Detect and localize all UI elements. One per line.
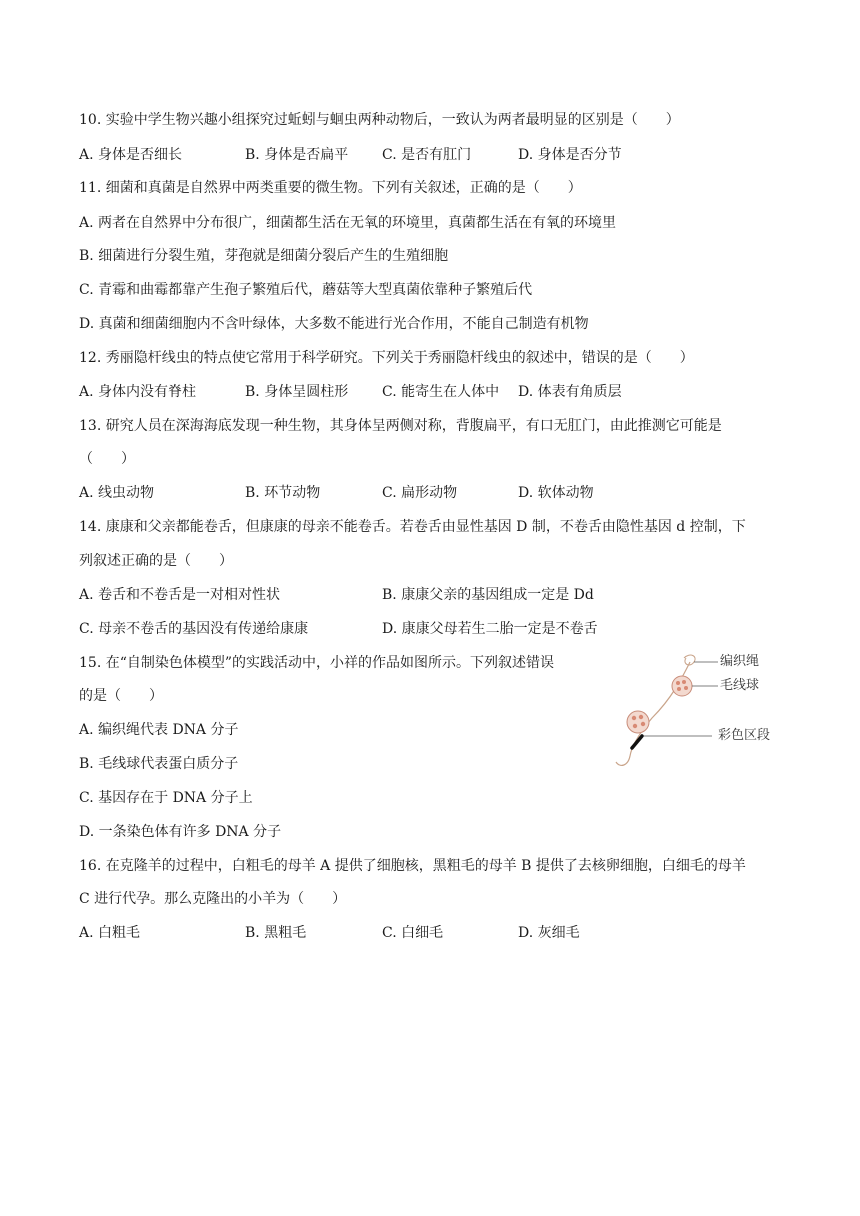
q14-option-a: A. 卷舌和不卷舌是一对相对性状 [79,587,281,603]
q12-option-c: C. 能寄生在人体中 [382,384,500,400]
q10-option-b: B. 身体是否扁平 [245,147,349,163]
q14-option-c: C. 母亲不卷舌的基因没有传递给康康 [79,621,309,637]
q14-option-d: D. 康康父母若生二胎一定是不卷舌 [382,621,598,637]
q15-stem-line2: 的是（ ） [79,688,163,704]
q11-option-a: A. 两者在自然界中分布很广，细菌都生活在无氧的环境里，真菌都生活在有氧的环境里 [79,215,617,231]
q14-stem-line1: 14. 康康和父亲都能卷舌，但康康的母亲不能卷舌。若卷舌由显性基因 D 制，不卷舌由隐性基因 d 控制，下 [79,519,746,535]
q10-option-a: A. 身体是否细长 [79,147,183,163]
q10-option-c: C. 是否有肛门 [382,147,472,163]
q14-option-b: B. 康康父亲的基因组成一定是 Dd [382,587,594,603]
q13-option-b: B. 环节动物 [245,485,321,501]
q14-stem-line2: 列叙述正确的是（ ） [79,553,233,569]
q13-option-c: C. 扁形动物 [382,485,458,501]
q16-stem-line1: 16. 在克隆羊的过程中，白粗毛的母羊 A 提供了细胞核，黑粗毛的母羊 B 提供了去核卵细胞，白细毛的母羊 [79,858,746,874]
q16-option-c: C. 白细毛 [382,925,444,941]
q16-option-a: A. 白粗毛 [79,925,141,941]
q10-option-d: D. 身体是否分节 [518,147,622,163]
q11-stem: 11. 细菌和真菌是自然界中两类重要的微生物。下列有关叙述，正确的是（ ） [79,180,582,196]
q15-option-c: C. 基因存在于 DNA 分子上 [79,790,253,806]
q15-option-b: B. 毛线球代表蛋白质分子 [79,756,239,772]
q15-option-d: D. 一条染色体有许多 DNA 分子 [79,824,282,840]
chromosome-model-illustration [612,648,792,772]
q13-stem-line1: 13. 研究人员在深海海底发现一种生物，其身体呈两侧对称，背腹扁平，有口无肛门，由此推测它可能是 [79,418,722,434]
chromosome-model-figure [612,648,792,772]
q10-stem: 10. 实验中学生物兴趣小组探究过蚯蚓与蛔虫两种动物后，一致认为两者最明显的区别是（ ） [79,112,680,128]
q13-option-d: D. 软体动物 [518,485,594,501]
q15-stem-line1: 15. 在“自制染色体模型”的实践活动中，小祥的作品如图所示。下列叙述错误 [79,655,555,671]
figure-label-colored-segment: 彩色区段 [718,728,771,743]
q13-stem-line2: （ ） [79,451,135,467]
q16-option-d: D. 灰细毛 [518,925,580,941]
q11-option-d: D. 真菌和细菌细胞内不含叶绿体，大多数不能进行光合作用，不能自己制造有机物 [79,316,589,332]
q16-stem-line2: C 进行代孕。那么克隆出的小羊为（ ） [79,891,347,907]
q11-option-c: C. 青霉和曲霉都靠产生孢子繁殖后代，蘑菇等大型真菌依靠种子繁殖后代 [79,282,533,298]
q15-option-a: A. 编织绳代表 DNA 分子 [79,722,239,738]
q12-option-b: B. 身体呈圆柱形 [245,384,349,400]
q12-stem: 12. 秀丽隐杆线虫的特点使它常用于科学研究。下列关于秀丽隐杆线虫的叙述中，错误的是（ ） [79,350,694,366]
q12-option-a: A. 身体内没有脊柱 [79,384,197,400]
q11-option-b: B. 细菌进行分裂生殖，芽孢就是细菌分裂后产生的生殖细胞 [79,248,449,264]
figure-label-wool-ball: 毛线球 [720,678,760,693]
q13-option-a: A. 线虫动物 [79,485,155,501]
figure-label-knitting-cord: 编织绳 [720,654,760,669]
q16-option-b: B. 黑粗毛 [245,925,307,941]
q12-option-d: D. 体表有角质层 [518,384,622,400]
